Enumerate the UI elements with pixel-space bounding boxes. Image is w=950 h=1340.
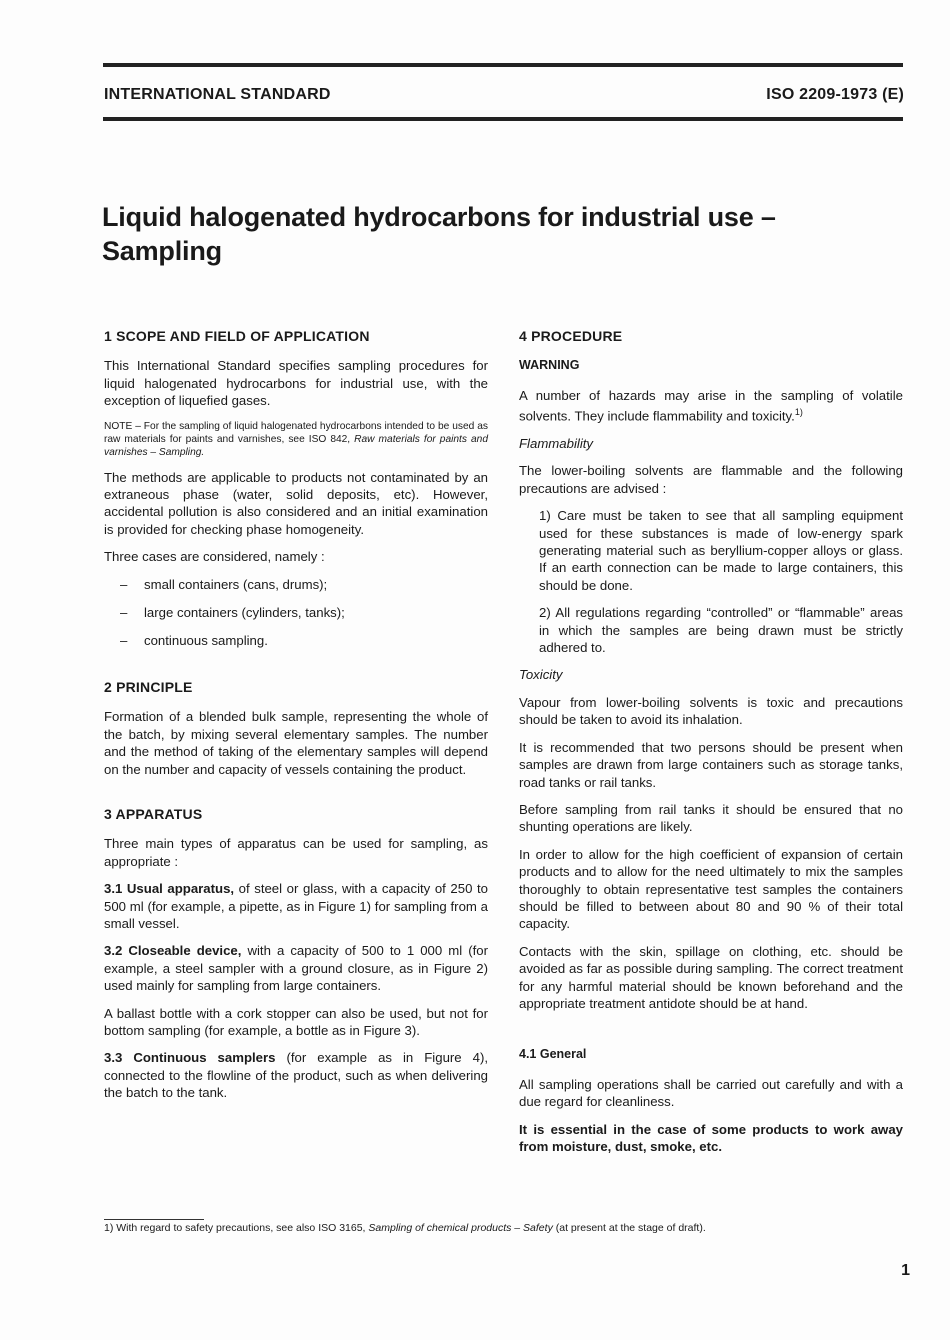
toxicity-paragraph-2: It is recommended that two persons should be present when samples are drawn from large containers such as storage tanks, road tanks or rail tanks.	[519, 739, 903, 790]
list-item-text: small containers (cans, drums);	[144, 576, 328, 592]
section-1-heading: 1 SCOPE AND FIELD OF APPLICATION	[104, 328, 370, 344]
footnote-rule	[104, 1219, 204, 1220]
header-bottom-rule	[103, 117, 903, 121]
footnote	[104, 1222, 904, 1235]
section-3-intro: Three main types of apparatus can be used for sampling, as appropriate :	[104, 836, 488, 869]
list-item-text: large containers (cylinders, tanks);	[144, 605, 345, 621]
section-3-heading: 3 APPARATUS	[104, 805, 203, 822]
header-standard-number: ISO 2209-1973 (E)	[766, 86, 904, 103]
toxicity-paragraph-5: Contacts with the skin, spillage on clothing, etc. should be avoided as far as possible during sampling. The correct treatment for any harmful material should be known beforehand and the appropriate treatment antidote should be at hand.	[519, 943, 903, 1011]
section-4-1-paragraph-1: All sampling operations shall be carried out carefully and with a due regard for cleanliness.	[519, 1076, 903, 1110]
list-item-text: continuous sampling.	[144, 633, 268, 649]
section-3-1	[104, 880, 488, 932]
toxicity-paragraph-1: Vapour from lower-boiling solvents is toxic and precautions should be taken to avoid its inhalation.	[519, 694, 903, 728]
header-left-title: INTERNATIONAL STANDARD	[104, 86, 331, 103]
section-4-1-paragraph-2: It is essential in the case of some products to work away from moisture, dust, smoke, etc.	[519, 1121, 903, 1155]
note-text: NOTE – For the sampling of liquid halogenated hydrocarbons intended to be used as raw materials for paints and varnishes, see ISO 842,	[104, 420, 488, 445]
footnote-text: 1) With regard to safety precautions, see also ISO 3165,	[104, 1222, 369, 1234]
section-3-2-text: with a capacity of 500 to 1 000 ml (for example, a steel sampler with a ground closure, as in Figure 2) used mainly for sampling from large containers.	[104, 943, 488, 994]
dash-bullet: –	[120, 576, 128, 592]
section-1-paragraph-2: The methods are applicable to products not contaminated by an extraneous phase (water, solid deposits, etc). However, accidental pollution is also considered and an initial examination is provided for checking phase homogeneity.	[104, 469, 488, 537]
warning-heading: WARNING	[519, 358, 580, 373]
warning-text: A number of hazards may arise in the sampling of volatile solvents. They include flammability and toxicity.	[519, 387, 903, 424]
page-number: 1	[901, 1262, 910, 1279]
note-reference-title: Raw materials for paints and varnishes – Sampling.	[104, 433, 488, 458]
title-line-1: Liquid halogenated hydrocarbons for industrial use –	[102, 202, 776, 232]
left-column	[104, 328, 488, 1112]
section-4-heading: 4 PROCEDURE	[519, 328, 623, 344]
section-1-note	[104, 420, 488, 459]
section-3-3	[104, 1049, 488, 1101]
footnote-text-end: (at present at the stage of draft).	[552, 1222, 706, 1234]
list-item	[120, 604, 488, 621]
footnote-reference: 1)	[794, 407, 803, 418]
section-3-2	[104, 942, 488, 994]
section-3-3-text: (for example as in Figure 4), connected to the flowline of the product, such as when delivering the batch to the tank.	[104, 1050, 489, 1101]
dash-bullet: –	[120, 633, 128, 649]
flammability-heading: Flammability	[519, 436, 594, 452]
section-2-heading: 2 PRINCIPLE	[104, 678, 193, 695]
section-4-1-heading: 4.1 General	[519, 1047, 587, 1062]
header-top-rule	[103, 63, 903, 67]
section-2-paragraph: Formation of a blended bulk sample, representing the whole of the batch, by mixing several elementary samples. The number and the method of taking of the elementary samples will depend on the number and capacity of vessels containing the product.	[104, 709, 488, 777]
section-1-paragraph-3: Three cases are considered, namely :	[104, 549, 325, 565]
section-3-2-title: 3.2 Closeable device,	[104, 943, 242, 959]
section-3-1-title: 3.1 Usual apparatus,	[104, 881, 235, 897]
section-3-1-text: of steel or glass, with a capacity of 250 to 500 ml (for example, a pipette, as in Figure 1) for sampling from a small vessel.	[104, 881, 488, 931]
cases-list	[120, 576, 488, 650]
warning-paragraph	[519, 387, 903, 425]
flammability-item-1: 1) Care must be taken to see that all sampling equipment used for these substances is made of low-energy spark generating material such as beryllium-copper alloys or glass. If an earth connection can be made to large containers, this should be done.	[539, 508, 903, 593]
toxicity-paragraph-4: In order to allow for the high coefficient of expansion of certain products and to allow for the need ultimately to mix the samples thoroughly to obtain representative test samples the containers should be filled to between about 80 and 90 % of their total capacity.	[519, 846, 903, 932]
section-3-2-ballast: A ballast bottle with a cork stopper can also be used, but not for bottom sampling (for example, a bottle as in Figure 3).	[104, 1005, 488, 1038]
flammability-paragraph: The lower-boiling solvents are flammable and the following precautions are advised :	[519, 463, 903, 496]
footnote-reference-title: Sampling of chemical products – Safety	[368, 1222, 553, 1234]
title-line-2: Sampling	[102, 236, 222, 266]
list-item	[120, 632, 488, 649]
dash-bullet: –	[120, 605, 128, 621]
list-item	[120, 576, 488, 593]
toxicity-paragraph-3: Before sampling from rail tanks it should be ensured that no shunting operations are likely.	[519, 801, 903, 835]
flammability-item-2: 2) All regulations regarding “controlled” or “flammable” areas in which the samples are being drawn must be strictly adhered to.	[539, 605, 903, 656]
toxicity-heading: Toxicity	[519, 667, 563, 683]
right-column	[519, 328, 903, 1165]
document-title	[102, 200, 862, 268]
section-1-paragraph-1: This International Standard specifies sampling procedures for liquid halogenated hydrocarbons for industrial use, with the exception of liquefied gases.	[104, 358, 488, 409]
section-3-3-title: 3.3 Continuous samplers	[104, 1050, 276, 1066]
